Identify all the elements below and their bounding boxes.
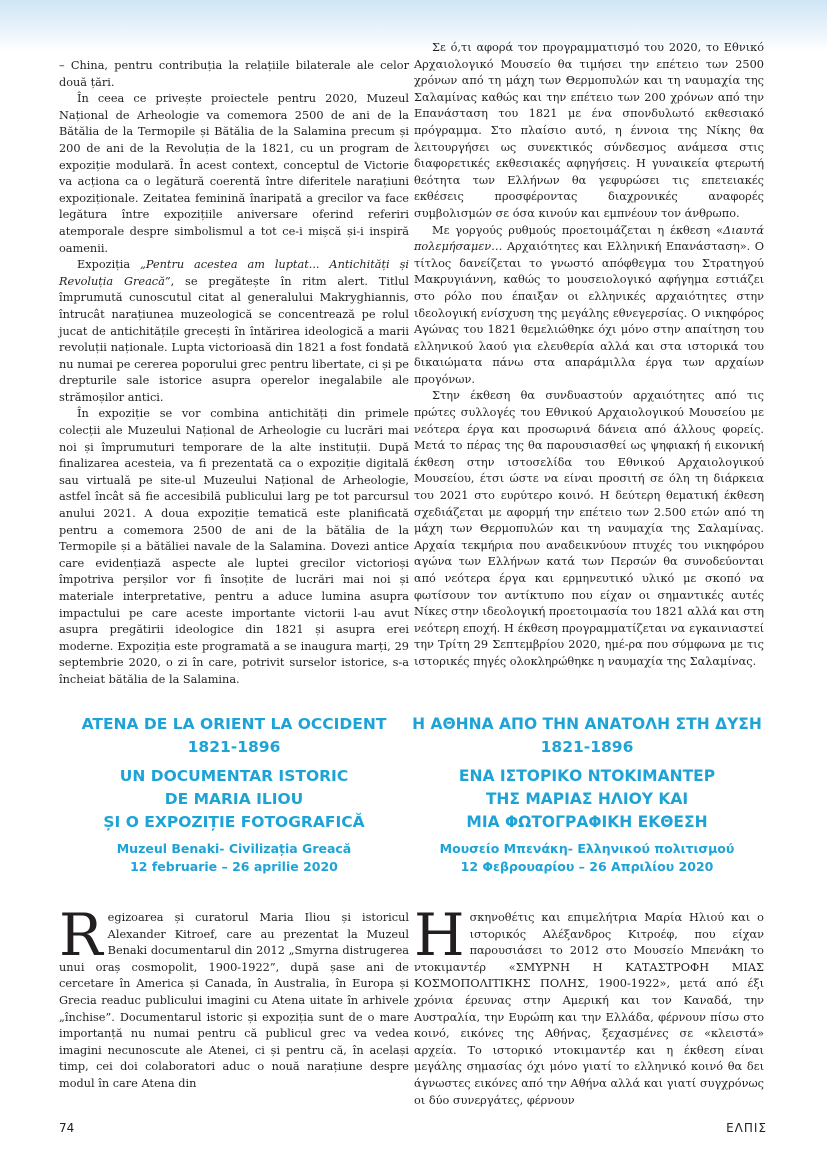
text-span: Με γοργούς ρυθμούς προετοιμάζεται η έκθεση « [432, 223, 724, 237]
paragraph [414, 223, 764, 389]
paragraph: – China, pentru contribuția la relațiile bilaterale ale celor două țări. [59, 59, 409, 89]
drop-cap: Η [414, 901, 465, 969]
drop-cap: R [59, 901, 103, 969]
paragraph [414, 901, 764, 1109]
heading-line: 1821-1896 [187, 738, 281, 756]
heading-venue: Μουσείο Μπενάκη- Ελληνικού πολιτισμού [439, 841, 735, 856]
heading-line: ΤΗΣ ΜΑΡΙΑΣ ΗΛΙΟΥ ΚΑΙ [485, 790, 689, 808]
page-number: 74 [59, 1121, 75, 1135]
heading-line: ΕΝΑ ΙΣΤΟΡΙΚΟ ΝΤΟΚΙΜΑΝΤΕΡ [458, 767, 716, 785]
heading-line: UN DOCUMENTAR ISTORIC [119, 767, 349, 785]
romanian-article-bottom [59, 901, 409, 1093]
heading-line: Η ΑΘΗΝΑ ΑΠΟ ΤΗΝ ΑΝΑΤΟΛΗ ΣΤΗ ΔΥΣΗ [412, 715, 762, 733]
greek-article-top [414, 40, 764, 671]
greek-article-bottom [414, 901, 764, 1109]
paragraph: Στην έκθεση θα συνδυαστούν αρχαιότητες από τις πρώτες συλλογές του Εθνικού Αρχαιολογικού Μουσείου με νεότερα έργα και προσωρινά δάνεια από άλλους φορείς. Μετά το πέρας της θα παρουσιασθεί ως ψηφιακή ή εικονική έκθεση στην ιστοσελίδα του Εθνικού Αρχαιολογικού Μουσείου, έτσι ώστε να είναι προσιτή σε όλη τη διάρκεια του 2021 στο ευρύτερο κοινό. Η δεύτερη θεματική έκθεση σχεδιάζεται με αφορμή την επέτειο των 2.500 ετών από τη μάχη των Θερμοπυλών και τη ναυμαχία της Σαλαμίνας. Αρχαία τεκμήρια που αναδεικνύουν πτυχές του νικηφόρου αγώνα των Ελλήνων κατά των Περσών θα συνοδεύονται από νεότερα έργα και ερμηνευτικό υλικό με σκοπό να φωτίσουν τον αντίκτυπο που είχαν οι σημαντικές αυτές Νίκες στην ιδεολογική προετοιμασία του 1821 αλλά και στη νεότερη εποχή. Η έκθεση προγραμματίζεται να εγκαινιαστεί την Τρίτη 29 Σεπτεμβρίου 2020, ημέ-ρα που σύμφωνα με τις ιστορικές πηγές ολοκληρώθηκε η ναυμαχία της Σαλαμίνας. [414, 389, 764, 668]
text-span: egizoarea și curatorul Maria Iliou și istoricul Alexander Kitroef, care au prezentat la Muzeul Benaki documentarul din 2012 „Smyrna distrugerea unui oraș cosmopolit, 1900-1922”, după șase ani de cercetare în America și Canada, în Australia, în Europa și Grecia readuc publicului imagini cu Atena uitate în arhivele „închise”. Documentarul istoric și expoziția sunt de o mare importanță nu numai pentru că publicul grec va vedea imagini necunoscute ale Atenei, ci și pentru că, în același timp, cei doi colaboratori aduc o nouă narațiune despre modul în care Atena din [59, 911, 409, 1090]
heading-dates: 12 Φεβρουαρίου – 26 Απριλίου 2020 [460, 859, 714, 874]
romanian-section-heading [59, 713, 409, 876]
heading-line: ATENA DE LA ORIENT LA OCCIDENT [81, 715, 387, 733]
heading-dates: 12 februarie – 26 aprilie 2020 [130, 859, 338, 874]
text-span: Αρχαιότητες και Ελληνική Επανάσταση». Ο τίτλος δανείζεται το γνωστό απόφθεγμα του Στρατηγού Μακρυγιάννη, καθώς το μουσειολογικό αφήγημα εστιάζει στο ρόλο που έπαιξαν οι ελληνικές αρχαιότητες στην ιδεολογική ενίσχυση της μεγάλης εθνεγερσίας. Ο νικηφόρος Αγώνας του 1821 θεμελιώθηκε όχι μόνο στην απαίτηση του ελληνικού λαού για ελευθερία αλλά και στα ιστορικά του δικαιώματα πάνω στα απαράμιλλα έργα των αρχαίων προγόνων. [414, 240, 764, 386]
heading-venue: Muzeul Benaki- Civilizația Greacă [116, 841, 352, 856]
exhibition-title: Διαυτά πολεμήσαμεν… [414, 223, 764, 254]
text-span: σκηνοθέτις και επιμελήτρια Μαρία Ηλιού και ο ιστορικός Αλέξανδρος Κιτροέφ, που είχαν παρουσιάσει το 2012 στο Μουσείο Μπενάκη το ντοκιμαντέρ «ΣΜΥΡΝΗ Η ΚΑΤΑΣΤΡΟΦΗ ΜΙΑΣ ΚΟΣΜΟΠΟΛΙΤΙΚΗΣ ΠΟΛΗΣ, 1900-1922», μετά από έξι χρόνια έρευνας στην Αμερική και τον Καναδά, την Αυστραλία, την Ευρώπη και την Ελλάδα, φέρνουν πίσω στο κοινό, εικόνες της Αθήνας, ξεχασμένες σε «κλειστά» αρχεία. Το ιστορικό ντοκιμαντέρ και η έκθεση είναι μεγάλης σημασίας όχι μόνο γιατί το ελληνικό κοινό θα δει άγνωστες εικόνες από την Αθήνα αλλά και γιατί συγχρόνως οι δύο συνεργάτες, φέρνουν [414, 911, 764, 1107]
paragraph: Σε ό,τι αφορά τον προγραμματισμό του 2020, το Εθνικό Αρχαιολογικό Μουσείο θα τιμήσει την επέτειο των 2500 χρόνων από τη μάχη των Θερμοπυλών και τη ναυμαχία της Σαλαμίνας καθώς και την επέτειο των 200 χρόνων από την Επανάσταση του 1821 με ένα σπονδυλωτό εκθεσιακό πρόγραμμα. Στο πλαίσιο αυτό, η έννοια της Νίκης θα λειτουργήσει ως συνεκτικός σύνδεσμος ανάμεσα στις διαφορετικές εκθεσιακές αφηγήσεις. Η γυναικεία φτερωτή θεότητα των Ελλήνων θα γεφυρώσει τις επετειακές εκθέσεις προσφέροντας διαχρονικές αναφορές συμβολισμών σε όσα κινούν και εμπνέουν τον άνθρωπο. [414, 41, 764, 220]
paragraph: În ceea ce privește proiectele pentru 2020, Muzeul Național de Arheologie va comemora 2500 de ani de la Bătălia de la Termopile și Bătălia de la Salamina precum și 200 de ani de la Revoluția de la 1821, cu un program de expoziție modulară. În acest context, conceptul de Victorie va acționa ca o legătură coerentă între diferitele narațiuni expoziționale. Zeitatea feminină înaripată a grecilor va face legătura între expozițiile aniversare oferind referiri atemporale despre simbolismul a tot ce-i mișcă și-i inspiră oamenii. [59, 92, 409, 255]
text-span: , se pregătește în ritm alert. Titlul împrumută cunoscutul citat al generalului Makryghiannis, întrucât narațiunea muzeologică se concentrează pe rolul jucat de antichitățile grecești în întărirea ideologică a marii revoluții naționale. Lupta victorioasă din 1821 a fost fondată nu numai pe cererea poporului grec pentru libertate, ci și pe drepturile sale istorice asupra operelor inegalabile ale strămoșilor antici. [59, 274, 409, 404]
exhibition-title: „Pentru acestea am luptat... Antichități și Revoluția Greacă” [59, 258, 409, 288]
heading-line: ȘI O EXPOZIȚIE FOTOGRAFICĂ [103, 813, 365, 831]
heading-line: 1821-1896 [540, 738, 634, 756]
magazine-name: ΕΛΠΙΣ [726, 1121, 767, 1135]
heading-line: DE MARIA ILIOU [164, 790, 304, 808]
paragraph: În expoziție se vor combina antichități din primele colecții ale Muzeului Național de Arheologie cu lucrări mai noi și împrumuturi temporare de la alte instituții. După finalizarea acesteia, va fi prezentată ca o expoziție digitală sau virtuală pe site-ul Muzeului Național de Arheologie, astfel încât să fie accesibilă publicului larg pe tot parcursul anului 2021. A doua expoziție tematică este planificată pentru a comemora 2500 de ani de la bătălia de la Termopile și a bătăliei navale de la Salamina. Dovezi antice care evidențiază aspecte ale luptei grecilor victorioși împotriva perșilor vor fi însoțite de lucrări mai noi și materiale interpretative, pentru a aduce lumina asupra impactului pe care aceste importante victorii l-au avut asupra pregătirii ideologice din 1821 și asupra erei moderne. Expoziția este programată a se inaugura marți, 29 septembrie 2020, o zi în care, potrivit surselor istorice, s-a încheiat bătălia de la Salamina. [59, 407, 409, 686]
text-span: Expoziția [77, 258, 141, 272]
paragraph [59, 257, 409, 406]
heading-line: ΜΙΑ ΦΩΤΟΓΡΑΦΙΚΗ ΕΚΘΕΣΗ [466, 813, 708, 831]
greek-section-heading [412, 713, 762, 876]
romanian-article-top [59, 58, 409, 689]
paragraph [59, 901, 409, 1093]
